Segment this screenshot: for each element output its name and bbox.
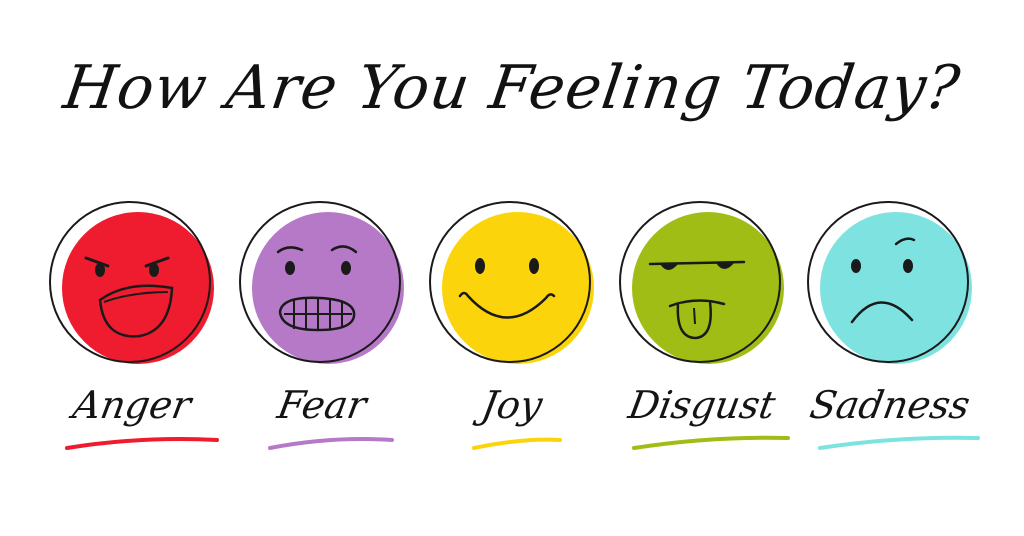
emotion-label-joy: Joy [478, 383, 546, 427]
disgust-face-icon [612, 200, 792, 370]
emotion-joy[interactable] [422, 200, 602, 460]
anger-face-icon [42, 200, 222, 370]
emotion-label-anger: Anger [69, 383, 195, 427]
joy-face-fill [442, 212, 594, 364]
fear-underline [242, 422, 412, 452]
emotion-anger[interactable] [42, 200, 222, 460]
emotion-label-disgust: Disgust [625, 383, 779, 427]
sadness-face-icon [800, 200, 980, 370]
fear-face-fill [252, 212, 404, 364]
joy-underline [432, 422, 602, 452]
fear-face-icon [232, 200, 412, 370]
emotion-disgust[interactable] [612, 200, 792, 460]
sadness-underline [810, 422, 980, 452]
emotion-fear[interactable] [232, 200, 412, 460]
page-title: How Are You Feeling Today? [59, 53, 965, 123]
emotion-label-sadness: Sadness [806, 383, 974, 427]
disgust-underline [622, 422, 792, 452]
joy-face-icon [422, 200, 602, 370]
disgust-face-fill [632, 212, 784, 364]
emotion-sadness[interactable] [800, 200, 980, 460]
emotion-label-fear: Fear [274, 383, 370, 427]
sadness-face-fill [820, 212, 972, 364]
anger-underline [52, 422, 222, 452]
